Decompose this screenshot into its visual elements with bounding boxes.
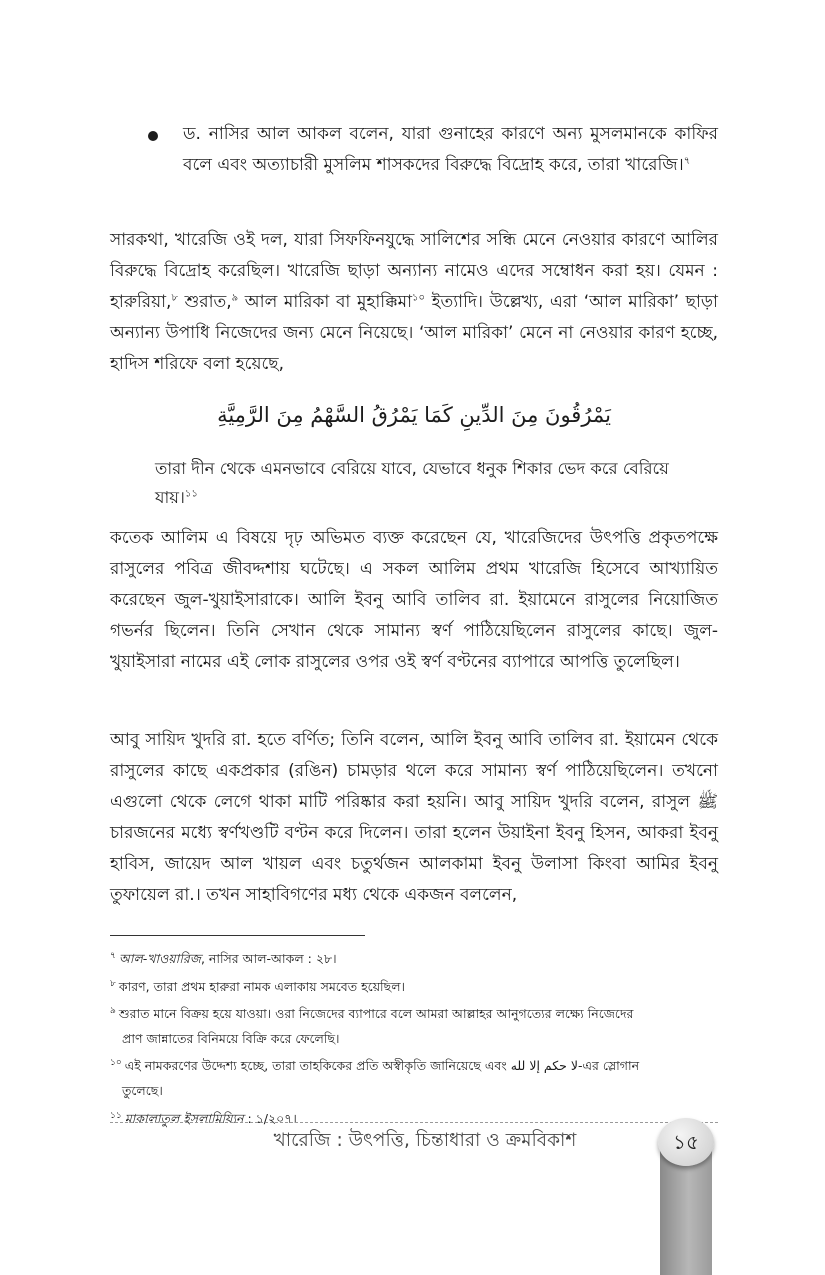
hadith-translation (155, 454, 680, 512)
paragraph-text: ইত্যাদি। উল্লেখ্য, এরা ‘আল মারিকা’ ছাড়া অন্যান্য উপাধি নিজেদের জন্য মেনে নিয়েছে। ‘আল মারিকা’ মেনে না নেওয়ার কারণ হচ্ছে, হাদিস শরিফে বলা হয়েছে, (110, 292, 718, 374)
footnote-10-continued: তুলেছে। (122, 1083, 163, 1099)
bullet-text (183, 119, 718, 181)
paragraph-text: শুরাত, (177, 292, 232, 312)
footnote-ref[interactable]: ৮ (171, 292, 178, 304)
footnote-text: এই নামকরণের উদ্দেশ্য হচ্ছে, তারা তাহকিকের প্রতি অস্বীকৃতি জানিয়েছে এবং (124, 1058, 511, 1074)
paragraph-2: কতেক আলিম এ বিষয়ে দৃঢ় অভিমত ব্যক্ত করেছেন যে, খারেজিদের উৎপত্তি প্রকৃতপক্ষে রাসুলের পবিত্র জীবদ্দশায় ঘটেছে। এ সকল আলিম প্রথম খারেজি হিসেবে আখ্যায়িত করেছেন জুল-খুয়াইসারাকে। আলি ইবনু আবি তালিব রা. ইয়ামেনে রাসুলের নিয়োজিত গভর্নর ছিলেন। তিনি সেখান থেকে সামান্য স্বর্ণ পাঠিয়েছিলেন রাসুলের কাছে। জুল-খুয়াইসারা নামের এই লোক রাসুলের ওপর ওই স্বর্ণ বণ্টনের ব্যাপারে আপত্তি তুলেছিল। (110, 528, 718, 672)
footnote-text: শুরাত মানে বিক্রয় হয়ে যাওয়া। ওরা নিজেদের ব্যাপারে বলে আমরা আল্লাহর আনুগত্যের লক্ষ্যে নিজেদের (118, 1006, 634, 1022)
footnote-ref[interactable]: ৯ (231, 292, 239, 304)
footnote-number: ১০ (110, 1058, 122, 1069)
running-title: খারেজি : উৎপত্তি, চিন্তাধারা ও ক্রমবিকাশ (273, 1130, 577, 1151)
footnote-divider (110, 935, 365, 936)
footnote-7 (110, 944, 718, 972)
footnote-text: : ১/২০৭। (243, 1110, 297, 1126)
paragraph-3 (110, 725, 718, 911)
footnotes (110, 944, 718, 1131)
footnote-text: , নাসির আল-আকল : ২৮। (200, 951, 337, 967)
footnote-ref[interactable]: ১১ (184, 488, 198, 500)
page-number: ১৫ (658, 1118, 714, 1166)
footnote-8 (110, 972, 718, 1000)
paragraph-text: আল মারিকা বা মুহাক্কিমা (238, 292, 413, 312)
bullet-dot (148, 131, 158, 141)
footnote-number: ৮ (110, 978, 116, 989)
paragraph-text: আবু সায়িদ খুদরি রা. হতে বর্ণিত; তিনি বলেন, আলি ইবনু আবি তালিব রা. ইয়ামেন থেকে রাসুলের কাছে একপ্রকার (রঙিন) চামড়ার থলে করে সামান্য স্বর্ণ পাঠিয়েছিলেন। তখনো এগুলো থেকে লেগে থাকা মাটি পরিষ্কার করা হয়নি। আবু সায়িদ খুদরি বলেন, রাসুল (110, 730, 718, 812)
footer-divider (110, 1122, 718, 1123)
footnote-source-title: আল-খাওয়ারিজ (118, 951, 201, 967)
arabic-hadith-quote: يَمْرُقُونَ مِنَ الدِّينِ كَمَا يَمْرُقُ السَّهْمُ مِنَ الرَّمِيَّةِ (217, 403, 611, 427)
paragraph-1 (110, 225, 718, 380)
footnote-9-continued: প্রাণ জান্নাতের বিনিময়ে বিক্রি করে ফেলেছি। (122, 1030, 340, 1046)
footnote-arabic-slogan: لا حكم إلا لله (510, 1058, 578, 1074)
footnote-ref[interactable]: ১০ (412, 292, 426, 304)
salutation-glyph: ﷺ (697, 792, 718, 812)
footnote-number: ৯ (110, 1006, 116, 1017)
bullet-item (148, 119, 718, 181)
paragraph-text: সারকথা, খারেজি ওই দল, যারা সিফফিনযুদ্ধে সালিশের সন্ধি মেনে নেওয়ার কারণে আলির বিরুদ্ধে বিদ্রোহ করেছিল। খারেজি ছাড়া অন্যান্য নামেও এদের সম্বোধন করা হয়। যেমন : হারুরিয়া, (110, 230, 718, 312)
footnote-9 (110, 999, 718, 1027)
footnote-ref[interactable]: ৭ (683, 155, 691, 167)
footnote-text: কারণ, তারা প্রথম হারুরা নামক এলাকায় সমবেত হয়েছিল। (118, 978, 405, 994)
footnote-10 (110, 1051, 718, 1079)
paragraph-text: চারজনের মধ্যে স্বর্ণখণ্ডটি বণ্টন করে দিলেন। তারা হলেন উয়াইনা ইবনু হিসন, আকরা ইবনু হাবিস, জায়েদ আল খায়ল এবং চতুর্থজন আলকামা ইবনু উলাসা কিংবা আমির ইবনু তুফায়েল রা.। তখন সাহাবিগণের মধ্য থেকে একজন বললেন, (110, 823, 718, 905)
footnote-number: ১১ (110, 1110, 122, 1121)
footnote-text: -এর স্লোগান (577, 1058, 640, 1074)
footnote-source-title: মাকালাতুল ইসলামিয়্যিন (124, 1110, 244, 1126)
footnote-number: ৭ (110, 951, 116, 961)
translation-text: তারা দীন থেকে এমনভাবে বেরিয়ে যাবে, যেভাবে ধনুক শিকার ভেদ করে বেরিয়ে যায়। (155, 459, 669, 507)
bullet-text-body: ড. নাসির আল আকল বলেন, যারা গুনাহের কারণে অন্য মুসলমানকে কাফির বলে এবং অত্যাচারী মুসলিম শাসকদের বিরুদ্ধে বিদ্রোহ করে, তারা খারেজি। (183, 124, 718, 175)
